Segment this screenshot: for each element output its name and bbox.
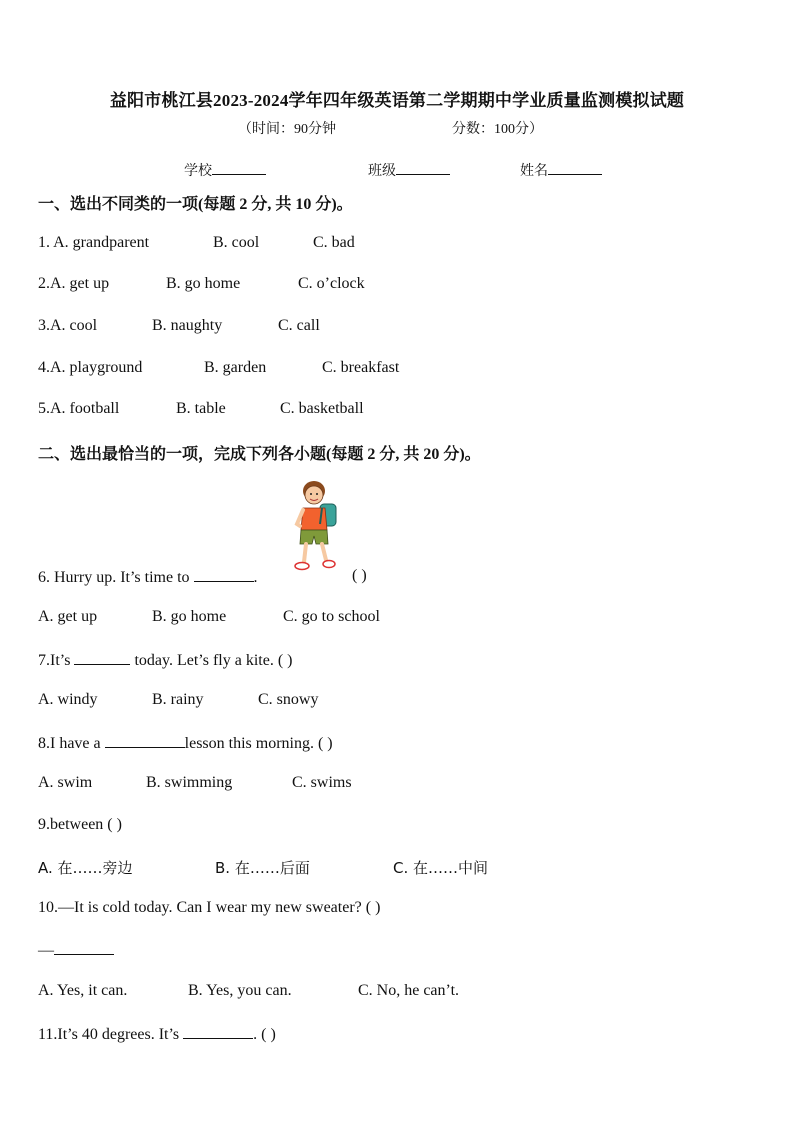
question-3: 3.A. cool B. naughty C. call: [38, 317, 320, 334]
q10-blank[interactable]: [54, 940, 114, 955]
school-blank[interactable]: [212, 160, 266, 175]
section2-title: 二、选出最恰当的一项，完成下列各小题(每题 2 分, 共 20 分)。: [38, 446, 481, 463]
class-field: [368, 160, 450, 180]
question-5: 5.A. football B. table C. basketball: [38, 400, 364, 417]
question-10: 10.—It is cold today. Can I wear my new sweater? ( ): [38, 899, 381, 916]
exam-score: 分数：100分）: [452, 122, 543, 137]
question-2: 2.A. get up B. go home C. o’clock: [38, 275, 365, 292]
q11-blank[interactable]: [183, 1024, 253, 1039]
q9-options: A. 在……旁边 B. 在……后面 C. 在……中间: [38, 859, 489, 877]
exam-time: （时间：90分钟: [238, 122, 336, 137]
question-9: 9.between ( ): [38, 816, 122, 833]
question-1: 1. A. grandparent B. cool C. bad: [38, 234, 355, 251]
name-label: 姓名: [520, 164, 548, 179]
q7-options: A. windy B. rainy C. snowy: [38, 691, 319, 708]
name-field: [520, 160, 602, 180]
name-blank[interactable]: [548, 160, 602, 175]
q6-answer-paren[interactable]: ( ): [352, 567, 367, 584]
page-title: 益阳市桃江县2023-2024学年四年级英语第二学期期中学业质量监测模拟试题: [109, 91, 685, 110]
class-label: 班级: [368, 164, 396, 179]
q8-options: A. swim B. swimming C. swims: [38, 774, 352, 791]
question-6: 6. Hurry up. It’s time to .: [38, 569, 258, 586]
q6-options: A. get up B. go home C. go to school: [38, 608, 380, 625]
q6-blank[interactable]: [194, 567, 254, 582]
question-4: 4.A. playground B. garden C. breakfast: [38, 359, 400, 376]
q10-response: —: [38, 940, 114, 960]
question-8: 8.I have a lesson this morning. ( ): [38, 735, 333, 752]
school-field: [184, 160, 266, 180]
q7-blank[interactable]: [74, 650, 130, 665]
question-7: 7.It’s today. Let’s fly a kite. ( ): [38, 652, 293, 669]
q8-blank[interactable]: [105, 733, 185, 748]
question-11: 11.It’s 40 degrees. It’s . ( ): [38, 1026, 276, 1043]
section1-title: 一、选出不同类的一项(每题 2 分, 共 10 分)。: [38, 196, 353, 213]
q10-options: A. Yes, it can. B. Yes, you can. C. No, he can’t.: [38, 982, 460, 999]
class-blank[interactable]: [396, 160, 450, 175]
boy-with-backpack-illustration: [292, 478, 342, 578]
school-label: 学校: [184, 164, 212, 179]
